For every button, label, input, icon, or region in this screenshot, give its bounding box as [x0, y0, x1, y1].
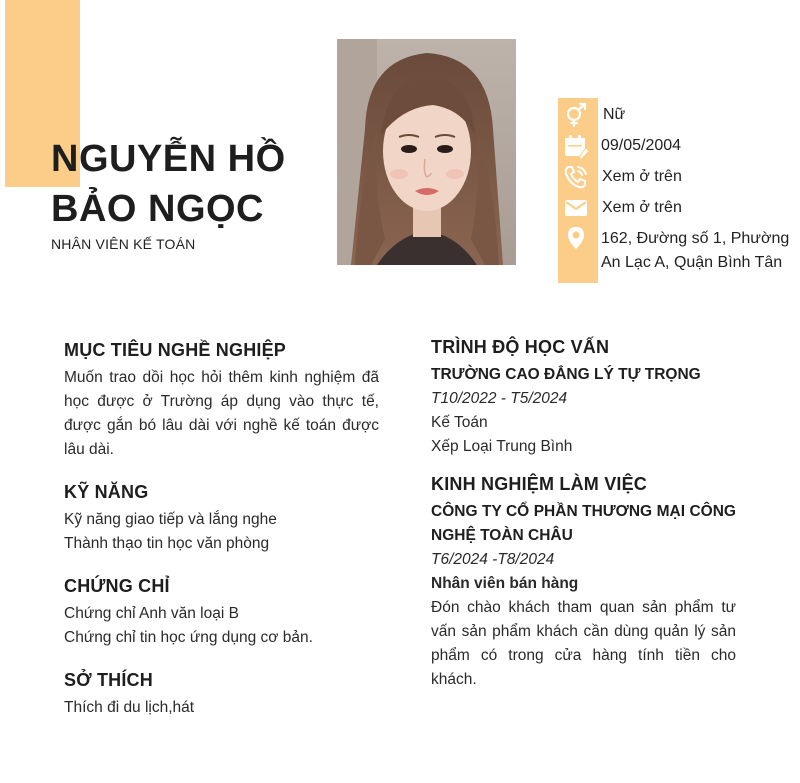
- birthday-text: 09/05/2004: [601, 137, 682, 154]
- certificates-list: [64, 602, 379, 650]
- profile-photo: [337, 39, 516, 265]
- experience-title: KINH NGHIỆM LÀM VIỆC: [431, 474, 648, 494]
- experience-company: CÔNG TY CỔ PHẦN THƯƠNG MẠI CÔNG NGHỆ TOÀN CHÂU: [431, 503, 736, 544]
- email-text: Xem ở trên: [602, 199, 682, 216]
- education-period: T10/2022 - T5/2024: [431, 390, 568, 407]
- certificates-title: CHỨNG CHỈ: [64, 576, 170, 596]
- address-line-1: 162, Đường số 1, Phường: [601, 230, 790, 247]
- gender-text: Nữ: [603, 106, 626, 123]
- hobbies-title: SỞ THÍCH: [64, 670, 153, 690]
- education-grade: Xếp Loại Trung Bình: [431, 438, 573, 455]
- name-line-1: NGUYỄN HỒ: [51, 138, 286, 180]
- gender-icon: [562, 101, 590, 129]
- email-icon: [562, 194, 590, 222]
- location-icon: [562, 224, 590, 252]
- education-school: TRƯỜNG CAO ĐẲNG LÝ TỰ TRỌNG: [431, 366, 701, 383]
- skill-item: Thành thạo tin học văn phòng: [64, 535, 270, 552]
- name-line-2: BẢO NGỌC: [51, 188, 264, 230]
- objective-text: Muốn trao dồi học hỏi thêm kinh nghiệm đã học được ở Trường áp dụng vào thực tế, được gắn bó lâu dài với nghề kế toán được lâu dài.: [64, 369, 379, 458]
- objective-title: MỤC TIÊU NGHỀ NGHIỆP: [64, 340, 287, 360]
- hobbies-text: Thích đi du lịch,hát: [64, 699, 195, 716]
- address-line-2: An Lạc A, Quận Bình Tân: [601, 254, 783, 271]
- education-title: TRÌNH ĐỘ HỌC VẤN: [431, 337, 610, 357]
- skills-list: [64, 508, 379, 556]
- skills-title: KỸ NĂNG: [64, 482, 149, 502]
- phone-text: Xem ở trên: [602, 168, 682, 185]
- experience-position: Nhân viên bán hàng: [431, 575, 579, 592]
- skill-item: Kỹ năng giao tiếp và lắng nghe: [64, 511, 277, 528]
- address-text: [601, 227, 789, 275]
- education-major: Kế Toán: [431, 414, 488, 431]
- calendar-icon: [562, 132, 590, 160]
- certificate-item: Chứng chỉ Anh văn loại B: [64, 605, 239, 622]
- job-title: NHÂN VIÊN KẾ TOÁN: [51, 236, 196, 252]
- phone-icon: [562, 163, 590, 191]
- certificate-item: Chứng chỉ tin học ứng dụng cơ bản.: [64, 629, 313, 646]
- full-name: [51, 134, 321, 234]
- experience-period: T6/2024 -T8/2024: [431, 551, 555, 568]
- experience-description: Đón chào khách tham quan sản phẩm tư vấn sản phẩm khách cần dùng quản lý sản phẩm có trong cửa hàng tính tiền cho khách.: [431, 599, 736, 688]
